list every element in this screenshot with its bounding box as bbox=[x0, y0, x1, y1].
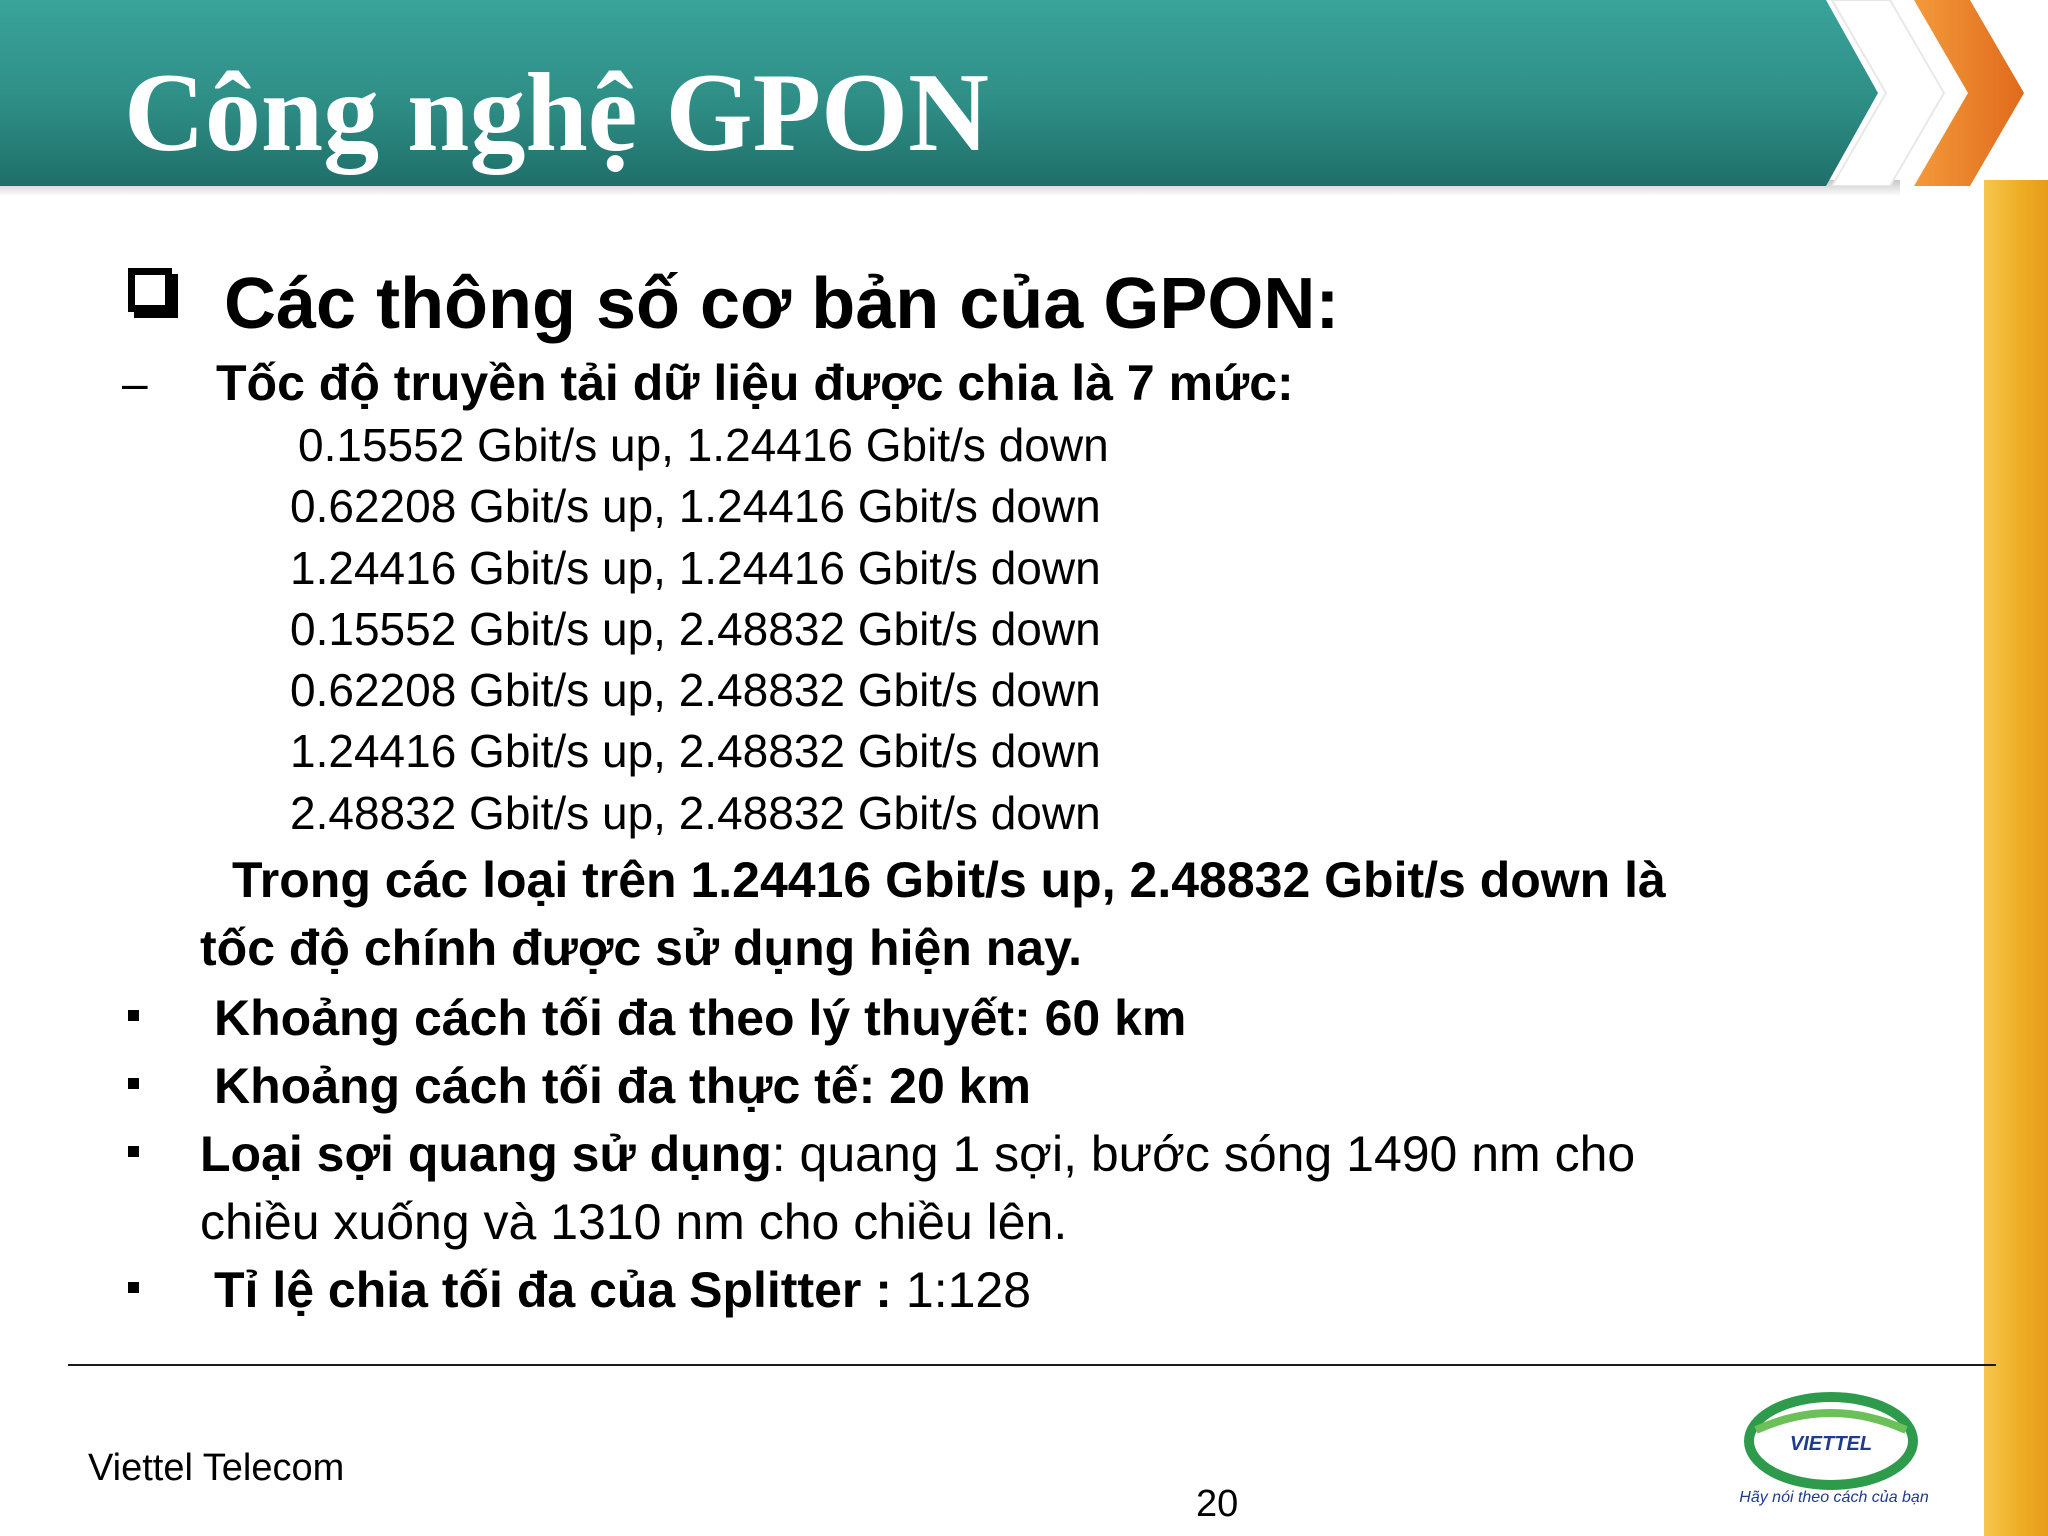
spec-label: Khoảng cách tối đa theo lý thuyết: 60 km bbox=[214, 990, 1187, 1046]
rate-item: 2.48832 Gbit/s up, 2.48832 Gbit/s down bbox=[290, 786, 1101, 839]
spec-value-continued: chiều xuống và 1310 nm cho chiều lên. bbox=[200, 1194, 1068, 1250]
rate-item: 0.62208 Gbit/s up, 1.24416 Gbit/s down bbox=[290, 480, 1101, 533]
checkbox-bullet-icon bbox=[128, 268, 172, 312]
company-name: Viettel Telecom bbox=[88, 1447, 345, 1489]
rate-item: 0.15552 Gbit/s up, 2.48832 Gbit/s down bbox=[290, 602, 1101, 655]
dash-bullet-icon: – bbox=[122, 357, 148, 409]
list-item bbox=[124, 1256, 1635, 1324]
note-line-2: tốc độ chính được sử dụng hiện nay. bbox=[200, 920, 1083, 976]
side-accent-bar bbox=[1984, 180, 2048, 1536]
viettel-logo bbox=[1738, 1386, 1924, 1536]
rate-item: 0.15552 Gbit/s up, 1.24416 Gbit/s down bbox=[298, 419, 1109, 471]
chevron-arrows-icon bbox=[1820, 0, 2048, 186]
logo-tagline: Hãy nói theo cách của bạn bbox=[1739, 1489, 1929, 1506]
footer-divider bbox=[68, 1364, 1996, 1366]
square-bullet-icon bbox=[128, 1282, 139, 1293]
list-item bbox=[124, 1052, 1635, 1120]
page-number: 20 bbox=[1196, 1483, 1239, 1525]
rate-item: 1.24416 Gbit/s up, 1.24416 Gbit/s down bbox=[290, 541, 1101, 594]
slide-title: Công nghệ GPON bbox=[124, 51, 989, 175]
square-bullet-icon bbox=[128, 1010, 139, 1021]
spec-label: Tỉ lệ chia tối đa của Splitter : bbox=[214, 1262, 892, 1318]
logo-wordmark: VIETTEL bbox=[1789, 1433, 1873, 1455]
square-bullet-icon bbox=[128, 1078, 139, 1089]
list-item bbox=[124, 984, 1635, 1052]
spec-value: 1:128 bbox=[905, 1262, 1032, 1318]
list-item bbox=[124, 1120, 1635, 1256]
spec-bullet-list bbox=[124, 984, 1635, 1324]
rate-list bbox=[290, 415, 1109, 844]
spec-value: : quang 1 sợi, bước sóng 1490 nm cho bbox=[771, 1126, 1636, 1182]
spec-label: Loại sợi quang sử dụng bbox=[200, 1126, 772, 1182]
rate-intro-text: Tốc độ truyền tải dữ liệu được chia là 7 mức: bbox=[216, 355, 1294, 411]
main-rate-note bbox=[200, 846, 1900, 982]
square-bullet-icon bbox=[128, 1146, 139, 1157]
spec-label: Khoảng cách tối đa thực tế: 20 km bbox=[214, 1058, 1031, 1114]
section-heading-text: Các thông số cơ bản của GPON: bbox=[224, 264, 1340, 344]
note-line-1: Trong các loại trên 1.24416 Gbit/s up, 2.48832 Gbit/s down là bbox=[232, 852, 1666, 908]
rate-item: 1.24416 Gbit/s up, 2.48832 Gbit/s down bbox=[290, 725, 1101, 778]
rate-item: 0.62208 Gbit/s up, 2.48832 Gbit/s down bbox=[290, 664, 1101, 717]
